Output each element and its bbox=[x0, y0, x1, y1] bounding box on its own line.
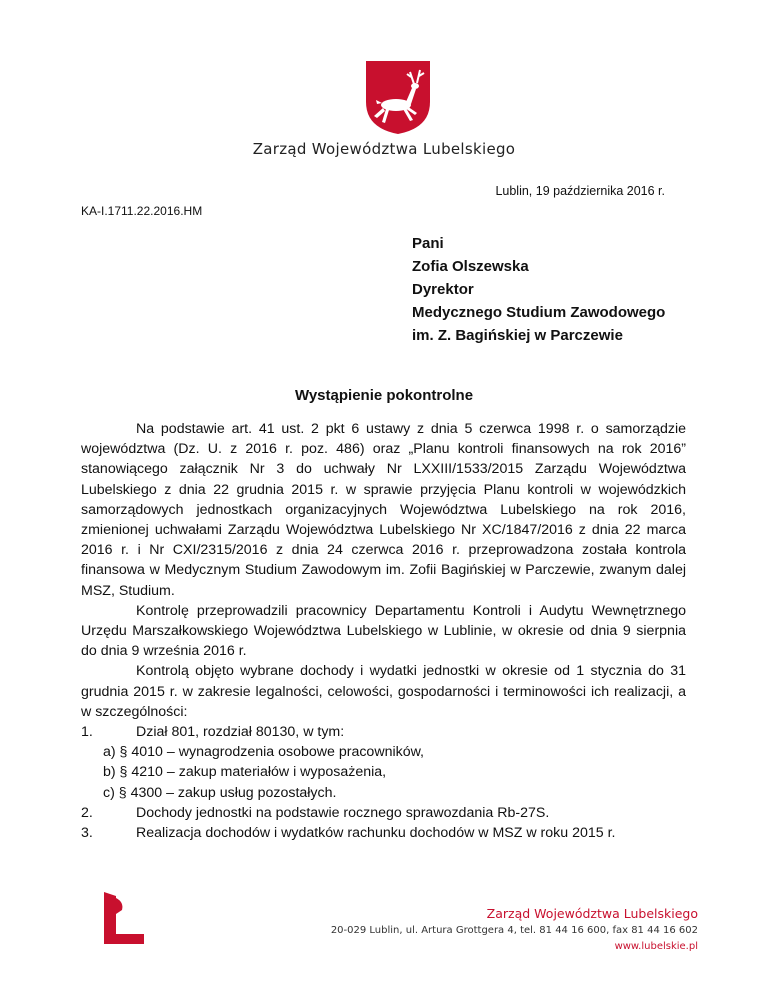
list-item: a) § 4010 – wynagrodzenia osobowe pracowników, bbox=[103, 744, 424, 761]
body-text bbox=[81, 419, 686, 843]
list-item: 1. Dział 801, rozdział 80130, w tym: bbox=[81, 724, 345, 741]
list-item: 3. Realizacja dochodów i wydatków rachunku dochodów w MSZ w roku 2015 r. bbox=[81, 825, 616, 842]
addressee-line: im. Z. Bagińskiej w Parczewie bbox=[412, 327, 623, 344]
footer-address: 20-029 Lublin, ul. Artura Grottgera 4, tel. 81 44 16 600, fax 81 44 16 602 bbox=[330, 925, 698, 936]
reference-number: KA-I.1711.22.2016.HM bbox=[81, 204, 203, 218]
lubelskie-crest-deer-icon bbox=[363, 58, 433, 136]
org-title: Zarząd Województwa Lubelskiego bbox=[252, 140, 516, 158]
addressee-line: Medycznego Studium Zawodowego bbox=[412, 304, 666, 321]
footer-website-link[interactable]: www.lubelskie.pl bbox=[614, 941, 698, 952]
paragraph: Na podstawie art. 41 ust. 2 pkt 6 ustawy z dnia 5 czerwca 1998 r. o samorządzie województwa (Dz. U. z 2016 r. poz. 486) oraz „Planu kontroli finansowych na rok 2016” stanowiącego załącznik Nr 3 do uchwały Nr LXXIII/1533/2015 Zarządu Województwa Lubelskiego z dnia 22 grudnia 2015 r. w sprawie przyjęcia Planu kontroli w wojewódzkich samorządowych jednostkach organizacyjnych Województwa Lubelskiego na rok 2016, zmienionej uchwałami Zarządu Województwa Lubelskiego Nr XC/1847/2016 z dnia 22 marca 2016 r. i Nr CXI/2315/2016 z dnia 24 czerwca 2016 r. przeprowadzona została kontrola finansowa w Medycznym Studium Zawodowym im. Zofii Bagińskiej w Parczewie, zwanym dalej MSZ, Studium. bbox=[81, 421, 686, 599]
list-item: c) § 4300 – zakup usług pozostałych. bbox=[103, 784, 337, 801]
list-item: b) § 4210 – zakup materiałów i wyposażenia, bbox=[103, 764, 387, 781]
footer-org-name: Zarząd Województwa Lubelskiego bbox=[486, 906, 698, 921]
addressee-line: Zofia Olszewska bbox=[412, 258, 529, 275]
list-item: 2. Dochody jednostki na podstawie rocznego sprawozdania Rb-27S. bbox=[81, 804, 550, 821]
paragraph: Kontrolą objęto wybrane dochody i wydatki jednostki w okresie od 1 stycznia do 31 grudnia 2015 r. w zakresie legalności, celowości, gospodarności i terminowości ich realizacji, a w szczególności: bbox=[81, 663, 686, 720]
paragraph: Kontrolę przeprowadzili pracownicy Departamentu Kontroli i Audytu Wewnętrznego Urzędu Marszałkowskiego Województwa Lubelskiego w Lublinie, w okresie od dnia 9 sierpnia do dnia 9 września 2016 r. bbox=[81, 602, 686, 660]
place-date: Lublin, 19 października 2016 r. bbox=[495, 184, 665, 198]
addressee-line: Pani bbox=[412, 235, 444, 252]
addressee-line: Dyrektor bbox=[412, 281, 474, 298]
lubelskie-l-logo-icon bbox=[102, 890, 146, 946]
document-title: Wystąpienie pokontrolne bbox=[294, 387, 474, 404]
